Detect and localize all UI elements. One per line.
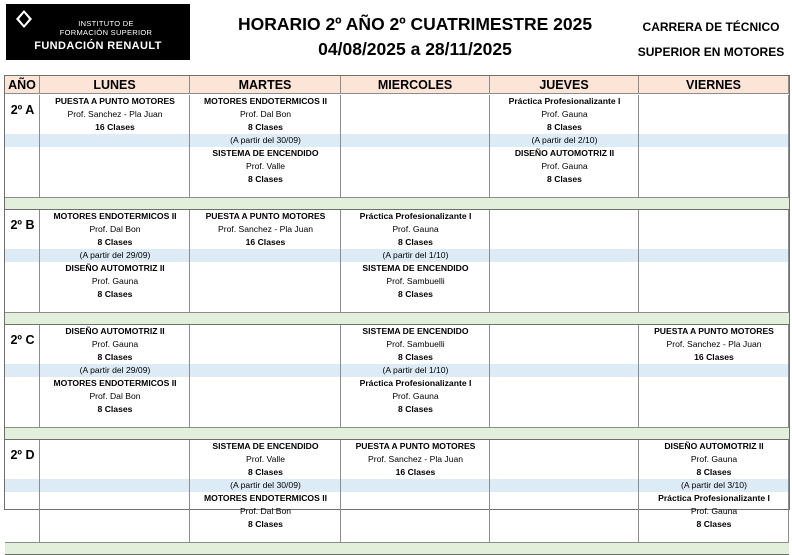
subject-name: MOTORES ENDOTERMICOS II (203, 493, 328, 503)
subject-name: DISEÑO AUTOMOTRIZ II (664, 441, 764, 451)
class-count: 8 Clases (398, 352, 433, 362)
start-date-note: (A partir del 2/10) (531, 135, 598, 145)
start-date-note: (A partir del 1/10) (382, 365, 449, 375)
class-count: 8 Clases (97, 237, 133, 247)
teacher-name: Prof. Sambuelli (386, 339, 445, 349)
header-day-3: MIERCOLES (341, 76, 490, 94)
year-label: 2º A (10, 103, 35, 117)
subject-name: Práctica Profesionalizante I (359, 378, 472, 388)
header-day-2: MARTES (190, 76, 341, 94)
teacher-name: Prof. Sanchez - Pla Juan (367, 454, 464, 464)
row-separator (5, 198, 789, 210)
start-date-note: (A partir del 30/09) (230, 480, 301, 490)
day-cell (490, 325, 639, 428)
teacher-name: Prof. Valle (245, 454, 285, 464)
teacher-name: Prof. Gauna (690, 506, 738, 516)
teacher-name: Prof. Gauna (91, 339, 139, 349)
teacher-name: Prof. Gauna (91, 276, 139, 286)
day-cell (639, 210, 789, 313)
teacher-name: Prof. Gauna (392, 224, 439, 234)
teacher-name: Prof. Sanchez - Pla Juan (666, 339, 762, 349)
logo-line-3: FUNDACIÓN RENAULT (34, 40, 162, 52)
logo-line-2: FORMACIÓN SUPERIOR (59, 28, 153, 37)
subject-name: Práctica Profesionalizante I (359, 211, 472, 221)
header-day-5: VIERNES (639, 76, 789, 94)
subject-name: DISEÑO AUTOMOTRIZ II (514, 148, 615, 158)
teacher-name: Prof. Sambuelli (386, 276, 445, 286)
class-count: 8 Clases (696, 519, 732, 529)
schedule-table (4, 75, 790, 529)
class-count: 8 Clases (398, 237, 433, 247)
class-count: 8 Clases (696, 467, 732, 477)
logo (6, 4, 190, 60)
day-cell (40, 440, 190, 543)
logo-line-1: INSTITUTO DE (78, 19, 134, 28)
class-count: 8 Clases (248, 467, 283, 477)
subject-name: PUESTA A PUNTO MOTORES (55, 96, 175, 106)
class-count: 8 Clases (97, 404, 133, 414)
class-count: 8 Clases (398, 404, 433, 414)
subject-name: MOTORES ENDOTERMICOS II (53, 211, 177, 221)
subject-name: PUESTA A PUNTO MOTORES (205, 211, 326, 221)
subject-name: DISEÑO AUTOMOTRIZ II (65, 326, 165, 336)
day-cell (190, 325, 341, 428)
start-date-note: (A partir del 3/10) (681, 480, 747, 490)
year-label: 2º D (10, 448, 35, 462)
class-count: 8 Clases (248, 122, 283, 132)
class-count: 8 Clases (248, 519, 283, 529)
teacher-name: Prof. Dal Bon (89, 224, 141, 234)
subject-name: SISTEMA DE ENCENDIDO (212, 441, 319, 451)
subject-name: MOTORES ENDOTERMICOS II (203, 96, 328, 106)
class-count: 8 Clases (97, 289, 133, 299)
start-date-note: (A partir del 29/09) (79, 365, 151, 375)
subject-name: SISTEMA DE ENCENDIDO (212, 148, 319, 158)
year-label: 2º C (10, 333, 35, 347)
class-count: 8 Clases (97, 352, 133, 362)
class-count: 8 Clases (248, 174, 283, 184)
teacher-name: Prof. Gauna (392, 391, 439, 401)
day-cell (490, 210, 639, 313)
schedule-dates: 04/08/2025 a 28/11/2025 (318, 39, 512, 59)
class-count: 8 Clases (398, 289, 433, 299)
class-count: 16 Clases (694, 352, 734, 362)
schedule-title: HORARIO 2º AÑO 2º CUATRIMESTRE 2025 (237, 14, 593, 34)
teacher-name: Prof. Dal Bon (239, 506, 292, 516)
teacher-name: Prof. Sanchez - Pla Juan (217, 224, 314, 234)
class-count: 16 Clases (95, 122, 135, 132)
start-date-note: (A partir del 29/09) (79, 250, 151, 260)
teacher-name: Prof. Valle (245, 161, 285, 171)
row-separator (5, 313, 789, 325)
subject-name: Práctica Profesionalizante I (508, 96, 621, 106)
subject-name: SISTEMA DE ENCENDIDO (362, 326, 469, 336)
header-year: AÑO (5, 76, 40, 94)
career-line-2: SUPERIOR EN MOTORES (637, 45, 785, 59)
subject-name: Práctica Profesionalizante I (658, 493, 770, 503)
teacher-name: Prof. Sanchez - Pla Juan (67, 109, 163, 119)
class-count: 8 Clases (547, 122, 582, 132)
subject-name: PUESTA A PUNTO MOTORES (654, 326, 774, 336)
subject-name: MOTORES ENDOTERMICOS II (53, 378, 177, 388)
subject-name: SISTEMA DE ENCENDIDO (362, 263, 469, 273)
header-day-1: LUNES (40, 76, 190, 94)
teacher-name: Prof. Gauna (541, 161, 588, 171)
row-separator (5, 543, 789, 555)
day-cell (490, 440, 639, 543)
subject-name: PUESTA A PUNTO MOTORES (355, 441, 476, 451)
class-count: 16 Clases (395, 467, 436, 477)
header-day-4: JUEVES (490, 76, 639, 94)
class-count: 8 Clases (547, 174, 582, 184)
teacher-name: Prof. Dal Bon (239, 109, 292, 119)
day-cell (341, 95, 490, 198)
start-date-note: (A partir del 30/09) (230, 135, 301, 145)
teacher-name: Prof. Dal Bon (89, 391, 141, 401)
start-date-note: (A partir del 1/10) (382, 250, 449, 260)
row-separator (5, 428, 789, 440)
teacher-name: Prof. Gauna (541, 109, 588, 119)
year-label: 2º B (10, 218, 35, 232)
career-line-1: CARRERA DE TÉCNICO (642, 20, 780, 34)
day-cell (639, 95, 789, 198)
teacher-name: Prof. Gauna (690, 454, 738, 464)
class-count: 16 Clases (245, 237, 286, 247)
subject-name: DISEÑO AUTOMOTRIZ II (65, 263, 165, 273)
renault-diamond-icon (16, 10, 32, 28)
